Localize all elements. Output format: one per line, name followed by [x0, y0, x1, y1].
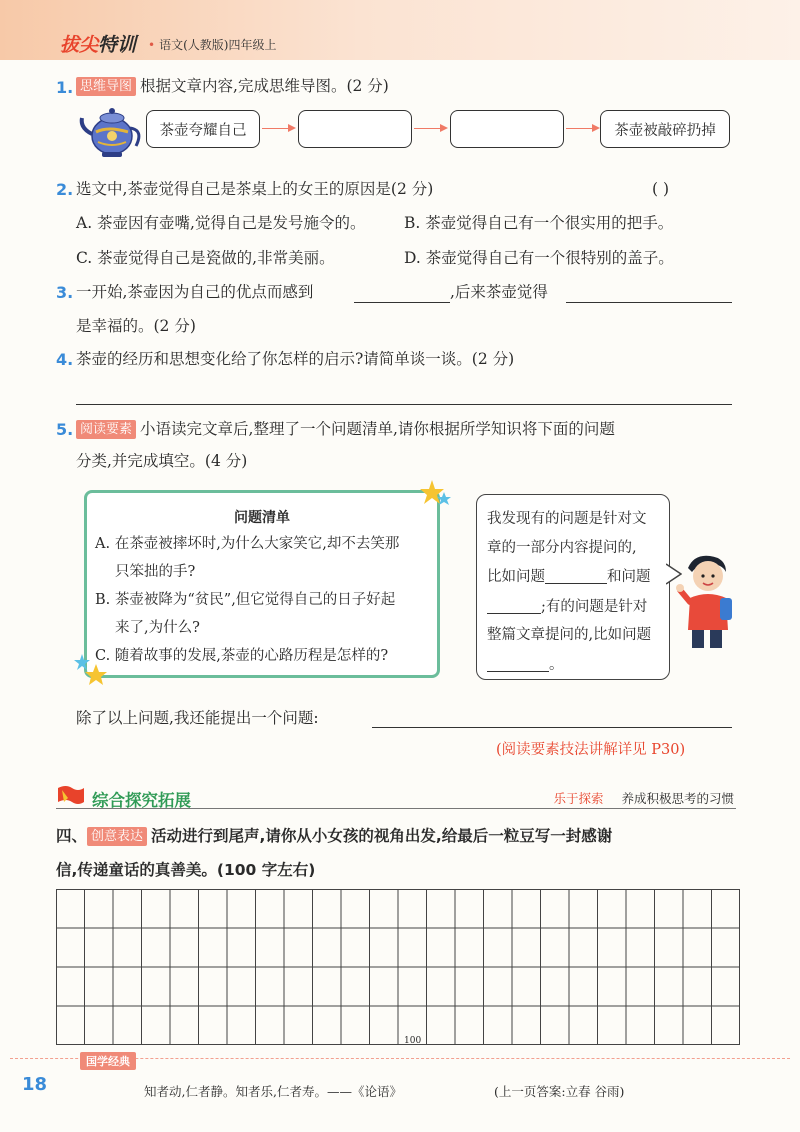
bubble-blank-2[interactable] [487, 597, 541, 614]
brand-part1: 拔尖 [60, 34, 99, 56]
q5-line1-wrap [76, 419, 615, 439]
bubble-blank-1[interactable] [545, 567, 607, 584]
q3-blank-2[interactable] [566, 302, 732, 303]
q3-number: 3. [56, 283, 74, 302]
bubble-line-1: 我发现有的问题是针对文 [487, 511, 647, 527]
footer-answer: (上一页答案:立春 谷雨) [494, 1084, 625, 1099]
question-list-title: 问题清单 [234, 510, 290, 526]
mindmap-box-2-blank[interactable] [298, 110, 412, 148]
section-motto [553, 789, 734, 807]
header-subtitle: 语文(人教版)四年级上 [159, 38, 277, 52]
mindmap-arrow-1 [262, 128, 294, 129]
q5-line1: 小语读完文章后,整理了一个问题清单,请你根据所学知识将下面的问题 [140, 420, 615, 438]
question-list-item-b: B. 茶壶被降为“贫民”,但它觉得自己的日子好起 [95, 592, 396, 608]
q5-line2: 分类,并完成填空。(4 分) [76, 452, 248, 470]
q-four-line1: 活动进行到尾声,请你从小女孩的视角出发,给最后一粒豆写一封感谢 [151, 827, 613, 845]
q1-number: 1. [56, 78, 74, 97]
question-list-item-a-cont: 只笨拙的手? [115, 564, 196, 580]
q-four-line2: 信,传递童话的真善美。(100 字左右) [56, 861, 316, 879]
q2-option-c[interactable]: C. 茶壶觉得自己是瓷做的,非常美丽。 [76, 249, 335, 267]
flag-icon [56, 784, 86, 808]
q2-answer-paren[interactable]: ( ) [652, 180, 670, 198]
mindmap-arrow-2 [414, 128, 446, 129]
q-four-line1-wrap [56, 826, 612, 846]
bubble-line-3a: 比如问题 [487, 569, 545, 585]
section-rule [56, 808, 736, 809]
star-icon [418, 478, 452, 512]
bubble-line-2: 章的一部分内容提问的, [487, 540, 637, 556]
section-motto-red: 乐于探索 [553, 791, 604, 806]
writing-grid[interactable] [56, 889, 740, 1045]
brand-part2: 特训 [98, 34, 137, 56]
question-list-item-b-cont: 来了,为什么? [115, 620, 200, 636]
header-brand [60, 30, 136, 57]
bullet-dot-icon: • [148, 38, 156, 52]
section-title: 综合探究拓展 [92, 791, 191, 810]
bubble-line-4 [487, 595, 647, 616]
star-icon [74, 652, 108, 686]
bubble-line-3 [487, 565, 651, 586]
bubble-line-3b: 和问题 [607, 569, 651, 585]
q4-number: 4. [56, 350, 74, 369]
page-number: 18 [22, 1074, 48, 1095]
footer-quote: 知者动,仁者静。知者乐,仁者寿。——《论语》 [144, 1084, 402, 1099]
q3-part1: 一开始,茶壶因为自己的优点而感到 [76, 283, 314, 301]
teapot-illustration [78, 96, 144, 160]
section-motto-text: 养成积极思考的习惯 [621, 791, 734, 806]
bubble-line-6 [487, 653, 564, 674]
q-four-tag: 创意表达 [87, 827, 147, 846]
q2-option-d[interactable]: D. 茶壶觉得自己有一个很特别的盖子。 [404, 249, 674, 267]
bubble-blank-3[interactable] [487, 655, 549, 672]
question-list-item-c: C. 随着故事的发展,茶壶的心路历程是怎样的? [95, 648, 389, 664]
question-list-box [84, 490, 440, 678]
q4-answer-line[interactable] [76, 404, 732, 405]
speech-bubble [476, 494, 670, 680]
q2-number: 2. [56, 180, 74, 199]
q5-tag: 阅读要素 [76, 420, 136, 439]
footer-tag: 国学经典 [80, 1052, 136, 1070]
q4-text: 茶壶的经历和思想变化给了你怎样的启示?请简单谈一谈。(2 分) [76, 350, 515, 368]
bubble-line-5: 整篇文章提问的,比如问题 [487, 627, 652, 643]
mindmap-box-3-blank[interactable] [450, 110, 564, 148]
grid-count-mark: 100 [404, 1036, 422, 1046]
q1-tag: 思维导图 [76, 77, 136, 96]
q3-blank-1[interactable] [354, 302, 450, 303]
bubble-line-4-text: ;有的问题是针对 [541, 599, 648, 615]
q5-extra-question: 除了以上问题,我还能提出一个问题: [76, 709, 319, 727]
mindmap-arrow-3 [566, 128, 598, 129]
mindmap-box-1: 茶壶夸耀自己 [146, 110, 260, 148]
bubble-line-6-text: 。 [549, 657, 564, 673]
boy-illustration [676, 552, 740, 652]
q1-text: 根据文章内容,完成思维导图。(2 分) [140, 77, 389, 95]
question-list-item-a: A. 在茶壶被摔坏时,为什么大家笑它,却不去笑那 [95, 536, 400, 552]
q3-part3: 是幸福的。(2 分) [76, 317, 196, 335]
header-subtitle-wrap [148, 36, 276, 53]
mindmap-box-4: 茶壶被敲碎扔掉 [600, 110, 730, 148]
q5-extra-answer-line[interactable] [372, 727, 732, 728]
q1-text-line [76, 76, 389, 96]
q5-reference: (阅读要素技法讲解详见 P30) [496, 742, 686, 758]
q-four-number: 四、 [56, 827, 88, 845]
q5-number: 5. [56, 420, 74, 439]
q2-option-b[interactable]: B. 茶壶觉得自己有一个很实用的把手。 [404, 214, 674, 232]
q2-option-a[interactable]: A. 茶壶因有壶嘴,觉得自己是发号施令的。 [76, 214, 366, 232]
q2-text: 选文中,茶壶觉得自己是茶桌上的女王的原因是(2 分) [76, 180, 434, 198]
q3-part2: ,后来茶壶觉得 [450, 283, 548, 301]
